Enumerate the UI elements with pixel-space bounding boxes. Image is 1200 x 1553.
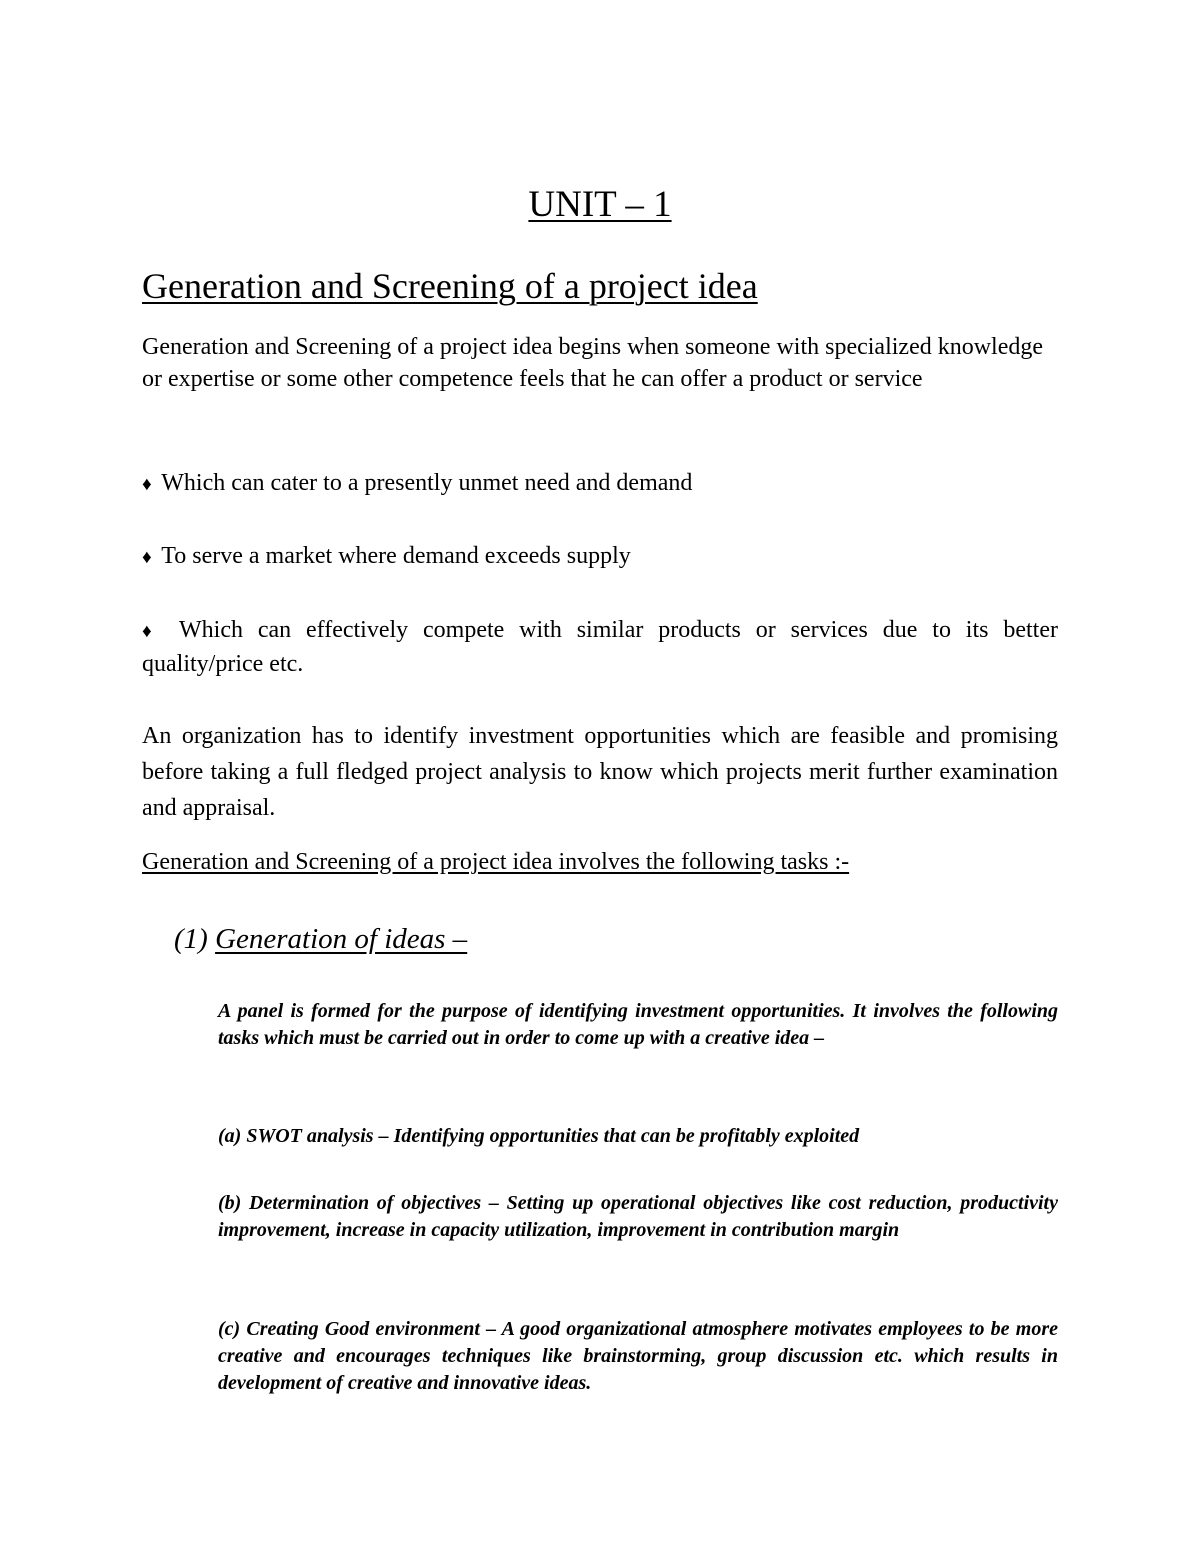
bullet-item	[142, 614, 1058, 680]
section-label: Generation of ideas –	[215, 923, 468, 955]
panel-paragraph: A panel is formed for the purpose of identifying investment opportunities. It involves the following tasks which must be carried out in order to come up with a creative idea –	[218, 1000, 1058, 1049]
task-item-objectives: (b) Determination of objectives – Setting up operational objectives like cost reduction, productivity improvement, increase in capacity utilization, improvement in contribution margin	[218, 1192, 1058, 1241]
section-heading	[174, 919, 467, 959]
tasks-heading: Generation and Screening of a project idea involves the following tasks :-	[142, 849, 850, 875]
bullet-item	[142, 540, 1058, 574]
unit-title-text: UNIT – 1	[528, 184, 672, 225]
main-title: Generation and Screening of a project idea	[142, 266, 758, 306]
task-item-swot: (a) SWOT analysis – Identifying opportunities that can be profitably exploited	[218, 1125, 860, 1147]
bullet-text: To serve a market where demand exceeds supply	[161, 543, 631, 569]
intro-paragraph: Generation and Screening of a project idea begins when someone with specialized knowledge or expertise or some other competence feels that he can offer a product or service	[142, 334, 1044, 392]
bullet-item	[142, 467, 1058, 501]
unit-title	[0, 181, 1200, 229]
diamond-bullet-icon: ♦	[142, 621, 161, 642]
organization-paragraph: An organization has to identify investment opportunities which are feasible and promising before taking a full fledged project analysis to know which projects merit further examination and appraisal.	[142, 723, 1058, 821]
diamond-bullet-icon: ♦	[142, 474, 152, 495]
bullet-text: Which can effectively compete with similar products or services due to its better quality/price etc.	[142, 617, 1058, 677]
bullet-text: Which can cater to a presently unmet need and demand	[161, 470, 693, 496]
task-item-environment: (c) Creating Good environment – A good organizational atmosphere motivates employees to be more creative and encourages techniques like brainstorming, group discussion etc. which results in development of creative and innovative ideas.	[218, 1318, 1058, 1394]
section-number: (1)	[174, 923, 208, 955]
diamond-bullet-icon: ♦	[142, 547, 152, 568]
